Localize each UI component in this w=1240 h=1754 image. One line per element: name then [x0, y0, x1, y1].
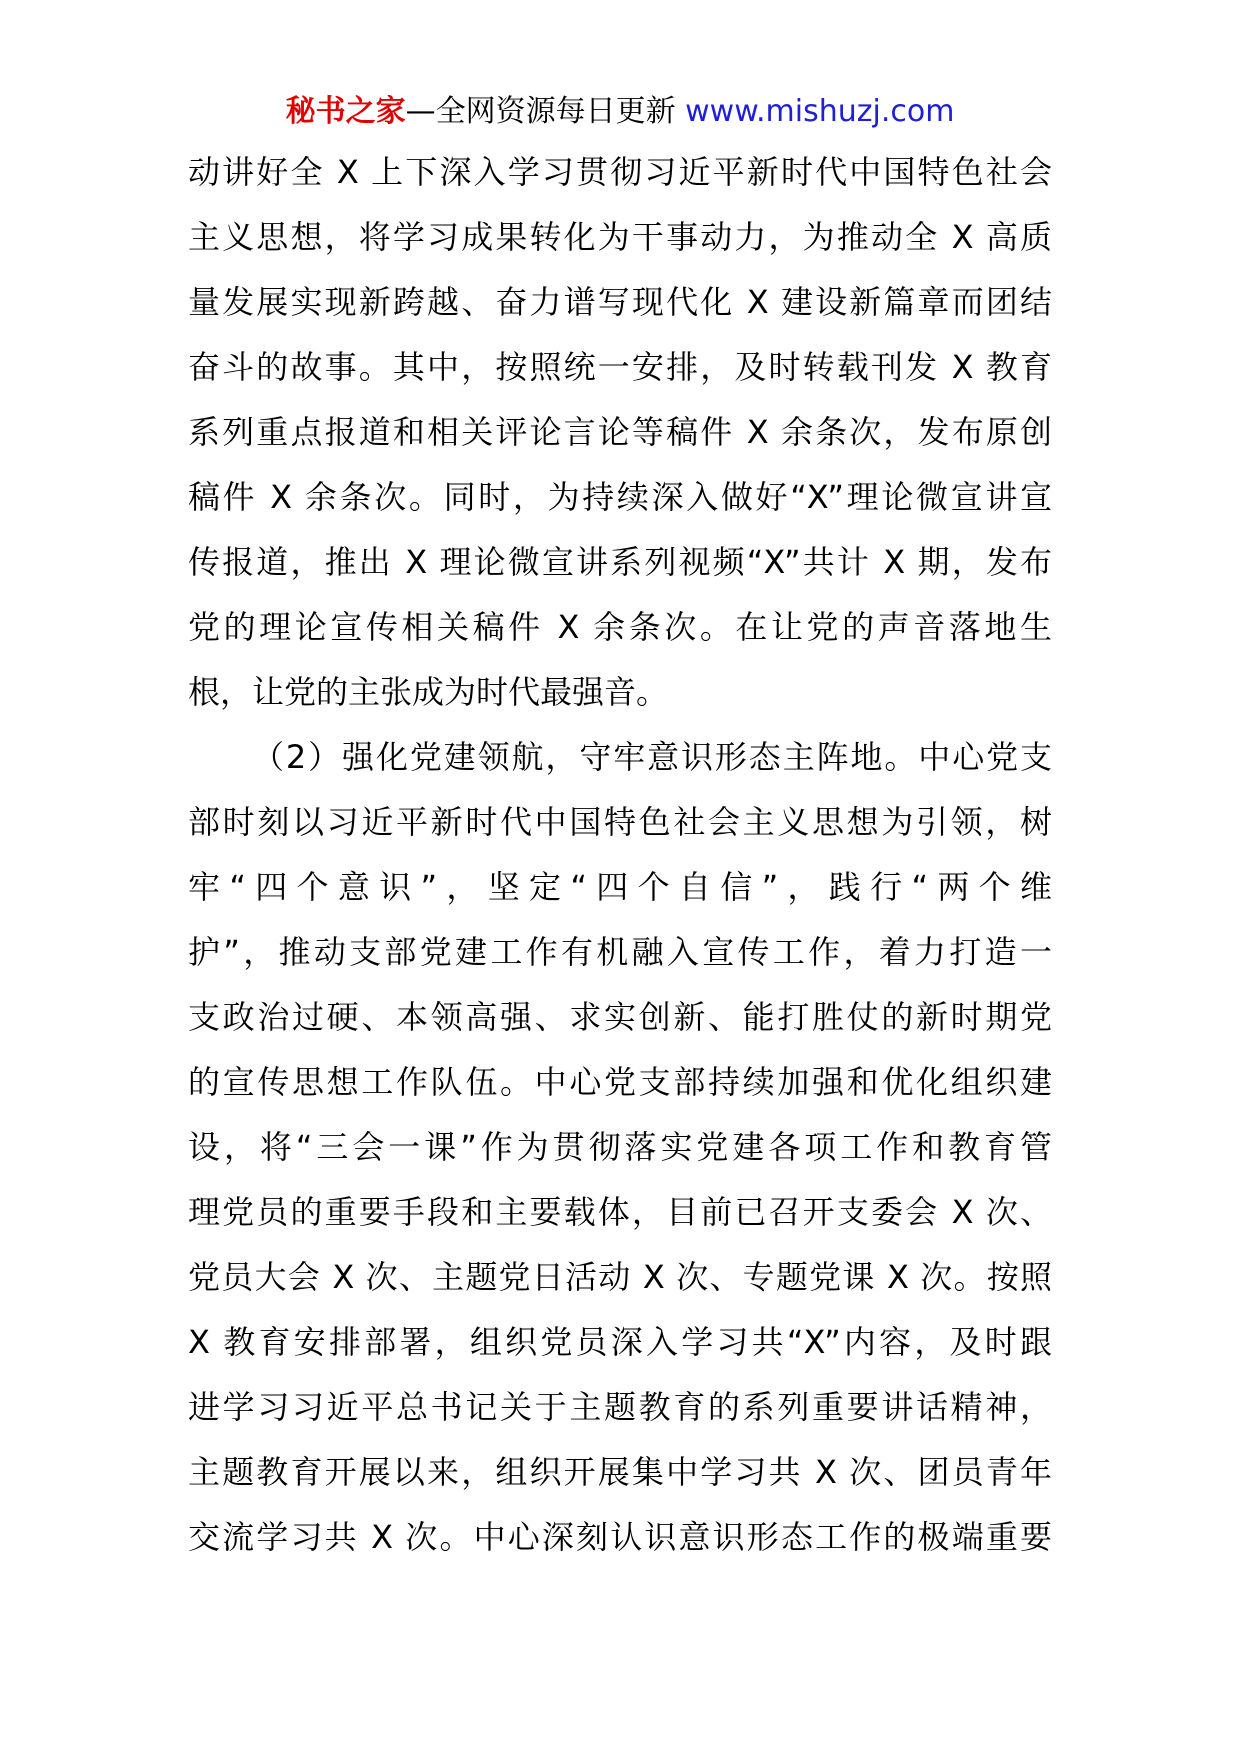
text-line: 动讲好全 X 上下深入学习贯彻习近平新时代中国特色社会	[188, 153, 1052, 191]
paragraph-end-line: 根，让党的主张成为时代最强音。	[188, 673, 669, 711]
text-line: 主题教育开展以来，组织开展集中学习共 X 次、团员青年	[188, 1453, 1052, 1491]
text-line: 传报道，推出 X 理论微宣讲系列视频“X”共计 X 期，发布	[188, 543, 1052, 581]
text-line: 护”，推动支部党建工作有机融入宣传工作，着力打造一	[188, 933, 1052, 971]
text-line: 系列重点报道和相关评论言论等稿件 X 余条次，发布原创	[188, 413, 1052, 451]
document-body	[188, 140, 1052, 1570]
text-line: 部时刻以习近平新时代中国特色社会主义思想为引领，树	[188, 803, 1052, 841]
header-tagline: —全网资源每日更新	[405, 94, 686, 129]
text-line: 理党员的重要手段和主要载体，目前已召开支委会 X 次、	[188, 1193, 1052, 1231]
text-line: 主义思想，将学习成果转化为干事动力，为推动全 X 高质	[188, 218, 1052, 256]
text-line: 稿件 X 余条次。同时，为持续深入做好“X”理论微宣讲宣	[188, 478, 1052, 516]
text-line: 奋斗的故事。其中，按照统一安排，及时转载刊发 X 教育	[188, 348, 1052, 386]
text-line: X 教育安排部署，组织党员深入学习共“X”内容，及时跟	[188, 1323, 1052, 1361]
page-header	[0, 92, 1240, 132]
website-link[interactable]: www.mishuzj.com	[685, 94, 955, 129]
text-line: 支政治过硬、本领高强、求实创新、能打胜仗的新时期党	[188, 998, 1052, 1036]
text-line: 牢“四个意识”，坚定“四个自信”，践行“两个维	[188, 868, 1052, 906]
text-line: 进学习习近平总书记关于主题教育的系列重要讲话精神，	[188, 1388, 1052, 1426]
text-line: 设，将“三会一课”作为贯彻落实党建各项工作和教育管	[188, 1128, 1052, 1166]
text-line: 党员大会 X 次、主题党日活动 X 次、专题党课 X 次。按照	[188, 1258, 1052, 1296]
paragraph-start-line: （2）强化党建领航，守牢意识形态主阵地。中心党支	[252, 738, 1052, 776]
brand-name: 秘书之家	[285, 94, 406, 129]
text-line: 的宣传思想工作队伍。中心党支部持续加强和优化组织建	[188, 1063, 1052, 1101]
text-line: 交流学习共 X 次。中心深刻认识意识形态工作的极端重要	[188, 1518, 1052, 1556]
text-line: 量发展实现新跨越、奋力谱写现代化 X 建设新篇章而团结	[188, 283, 1052, 321]
text-line: 党的理论宣传相关稿件 X 余条次。在让党的声音落地生	[188, 608, 1052, 646]
